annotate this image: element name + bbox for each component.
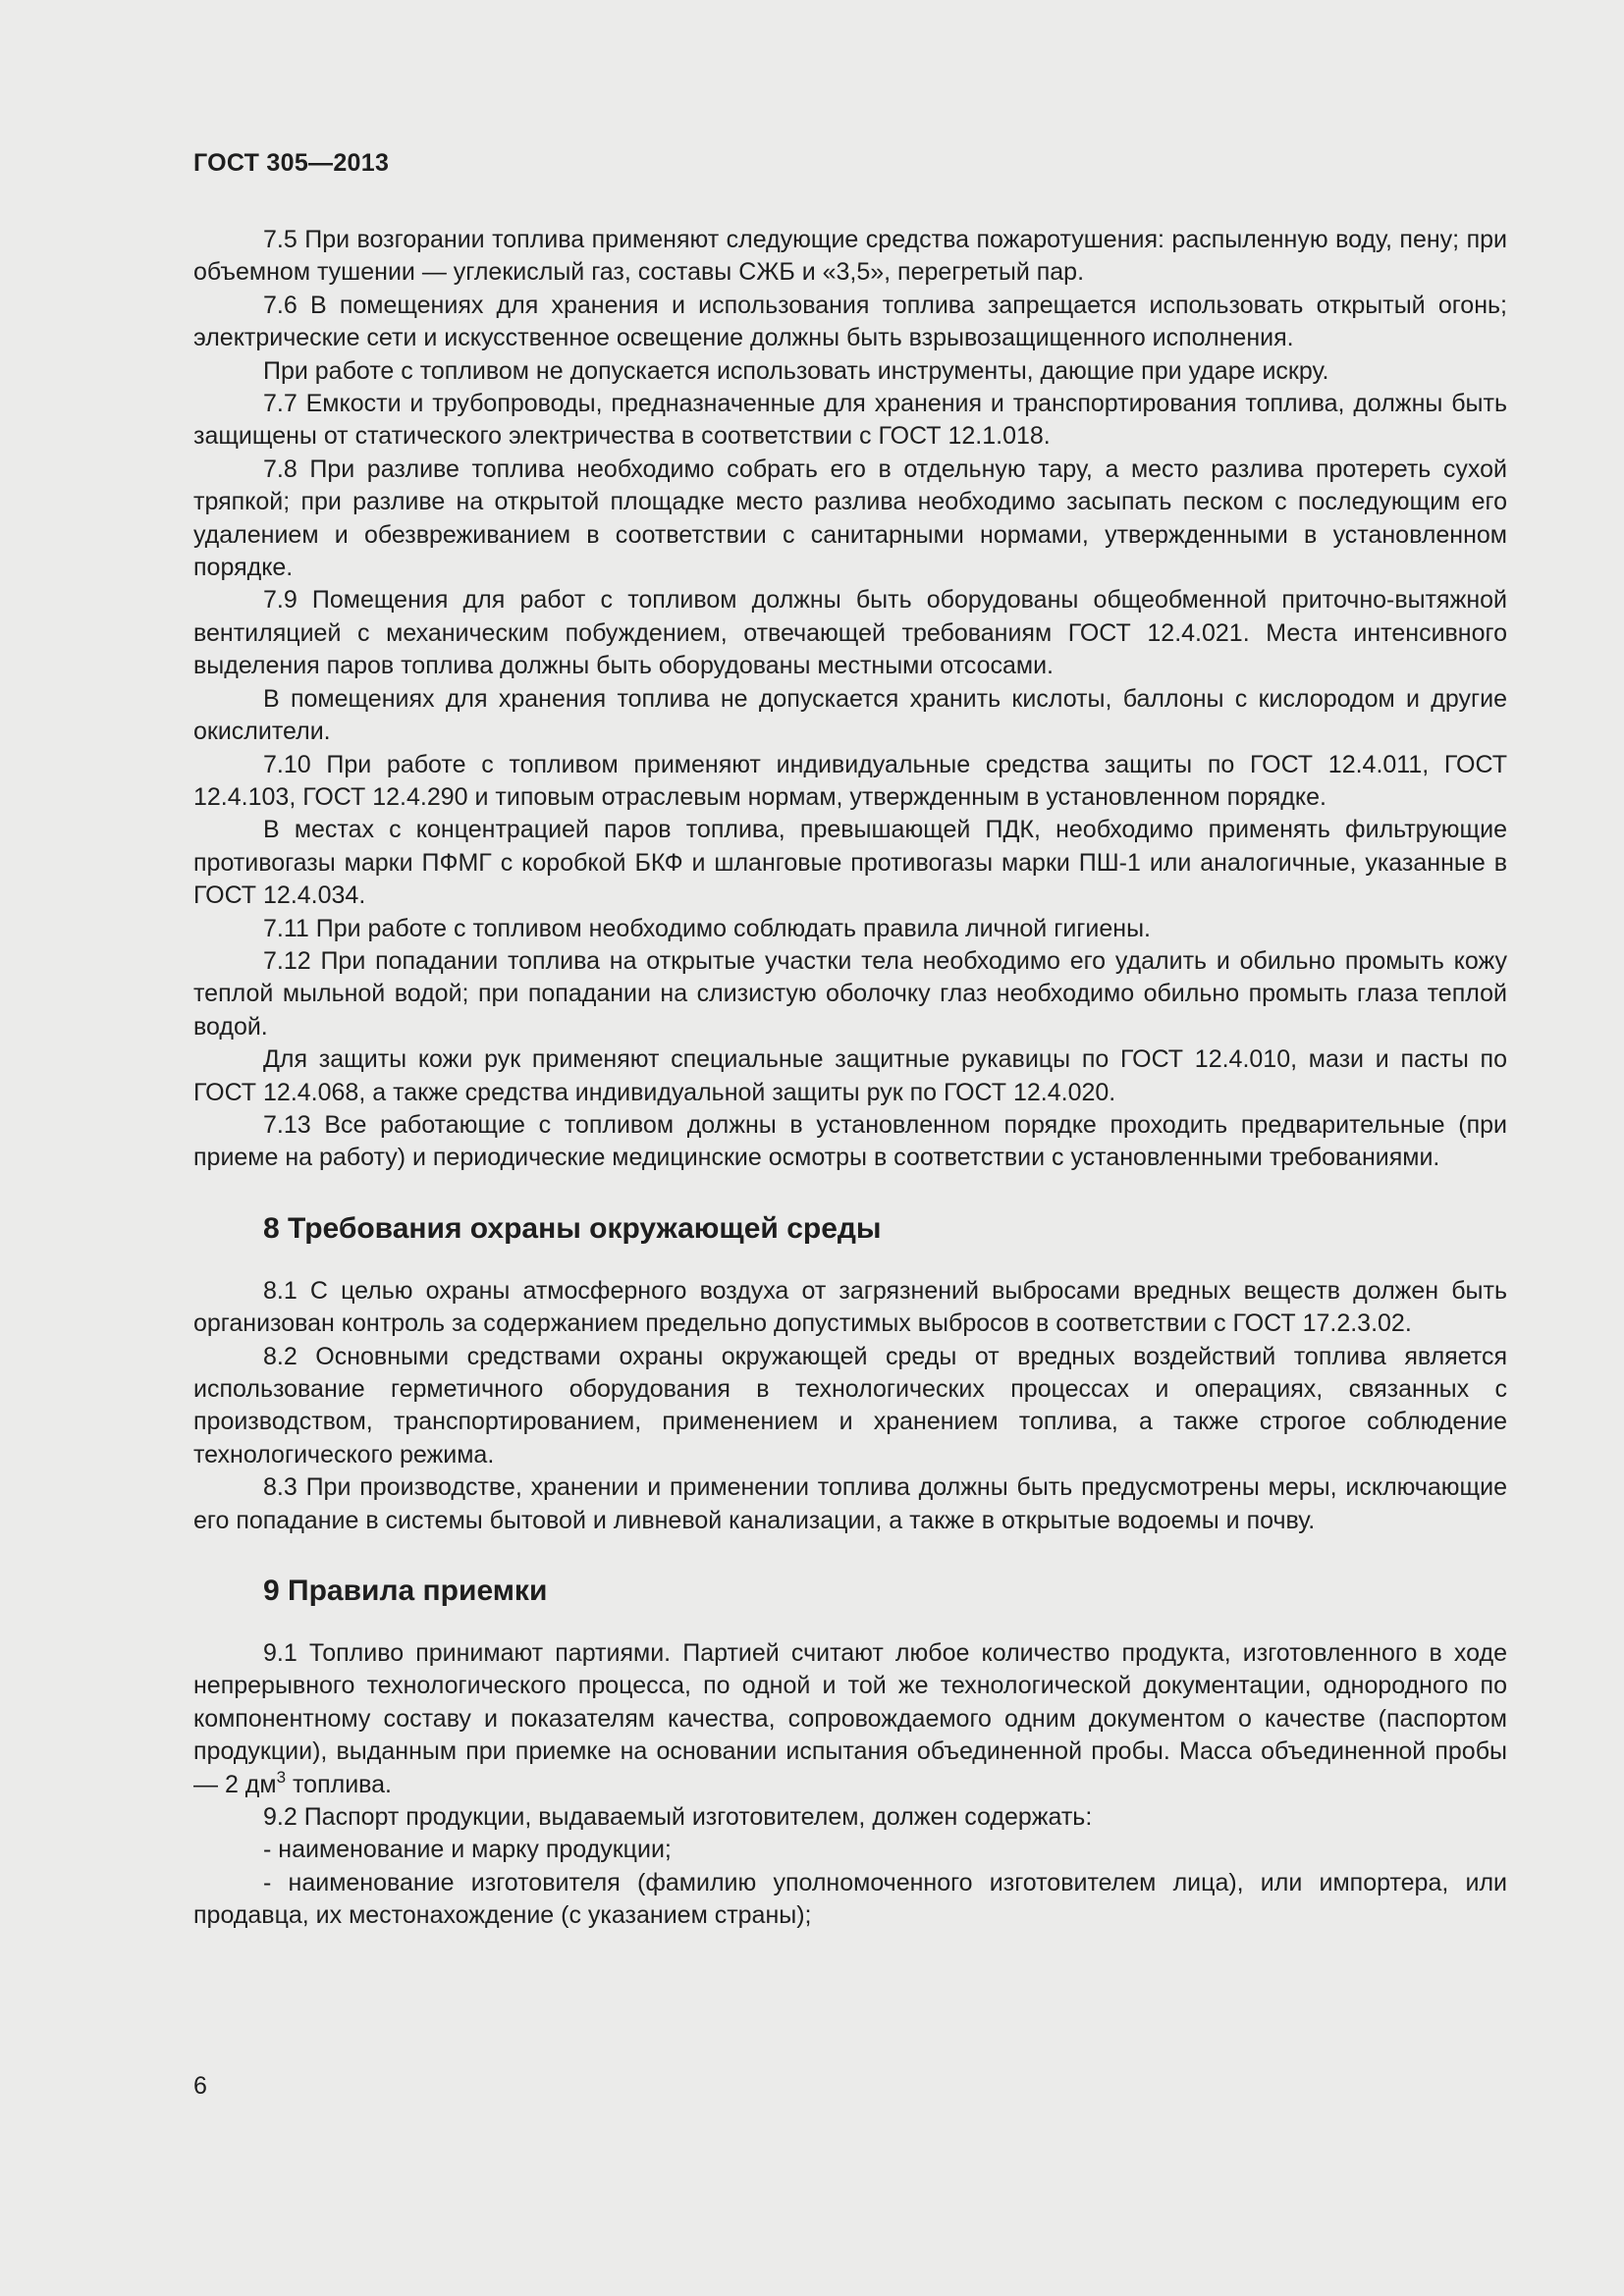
- paragraph-8-1: 8.1 С целью охраны атмосферного воздуха от загрязнений выбросами вредных веществ должен быть организован контроль за содержанием предельно допустимых выбросов в соответствии с ГОСТ 17.2.3.02.: [193, 1276, 1507, 1338]
- list-item: - наименование и марку продукции;: [263, 1836, 672, 1864]
- section-8-heading: 8 Требования охраны окружающей среды: [263, 1211, 882, 1245]
- page-number: 6: [193, 2072, 207, 2100]
- paragraph-7-6-note: При работе с топливом не допускается использовать инструменты, дающие при ударе искру.: [263, 356, 1329, 385]
- paragraph-7-10-note: В местах с концентрацией паров топлива, превышающей ПДК, необходимо применять фильтрующие противогазы марки ПФМГ с коробкой БКФ и шланговые противогазы марки ПШ-1 или аналогичные, указанные в ГОСТ 12.4.034.: [193, 816, 1507, 910]
- paragraph-8-3: 8.3 При производстве, хранении и применении топлива должны быть предусмотрены меры, исключающие его попадание в системы бытовой и ливневой канализации, а также в открытые водоемы и почву.: [193, 1473, 1507, 1534]
- cubic-superscript: 3: [276, 1767, 287, 1787]
- document-body: [193, 224, 1507, 1933]
- paragraph-9-1-text: 9.1 Топливо принимают партиями. Партией считают любое количество продукта, изготовленного в ходе непрерывного технологического процесса, по одной и той же технологической документации, однородного по компонентному составу и показателям качества, сопровождаемого одним документом о качестве (паспортом продукции), выданным при приемке на основании испытания объединенной пробы. Масса объединенной пробы — 2 дм: [193, 1639, 1507, 1798]
- paragraph-7-8: 7.8 При разливе топлива необходимо собрать его в отдельную тару, а место разлива протереть сухой тряпкой; при разливе на открытой площадке место разлива необходимо засыпать песком с последующим его удалением и обезвреживанием в соответствии с санитарными нормами, утвержденными в установленном порядке.: [193, 454, 1507, 582]
- paragraph-7-12: 7.12 При попадании топлива на открытые участки тела необходимо его удалить и обильно промыть кожу теплой мыльной водой; при попадании на слизистую оболочку глаз необходимо обильно промыть глаза теплой водой.: [193, 946, 1507, 1041]
- paragraph-7-9: 7.9 Помещения для работ с топливом должны быть оборудованы общеобменной приточно-вытяжной вентиляцией с механическим побуждением, отвечающей требованиям ГОСТ 12.4.021. Места интенсивного выделения паров топлива должны быть оборудованы местными отсосами.: [193, 586, 1507, 680]
- paragraph-7-10: 7.10 При работе с топливом применяют индивидуальные средства защиты по ГОСТ 12.4.011, ГОСТ 12.4.103, ГОСТ 12.4.290 и типовым отраслевым нормам, утвержденным в установленном порядке.: [193, 750, 1507, 811]
- list-item: - наименование изготовителя (фамилию уполномоченного изготовителем лица), или импортера, или продавца, их местонахождение (с указанием страны);: [193, 1868, 1507, 1930]
- paragraph-7-7: 7.7 Емкости и трубопроводы, предназначенные для хранения и транспортирования топлива, должны быть защищены от статического электричества в соответствии с ГОСТ 12.1.018.: [193, 390, 1507, 451]
- paragraph-7-9-note: В помещениях для хранения топлива не допускается хранить кислоты, баллоны с кислородом и другие окислители.: [193, 684, 1507, 746]
- section-9-heading: 9 Правила приемки: [263, 1575, 548, 1608]
- paragraph-7-6: 7.6 В помещениях для хранения и использования топлива запрещается использовать открытый огонь; электрические сети и искусственное освещение должны быть взрывозащищенного исполнения.: [193, 291, 1507, 352]
- paragraph-8-2: 8.2 Основными средствами охраны окружающей среды от вредных воздействий топлива является использование герметичного оборудования в технологических процессах и операциях, связанных с производством, транспортированием, применением и хранением топлива, а также строгое соблюдение технологического режима.: [193, 1342, 1507, 1468]
- paragraph-9-1: [193, 1637, 1507, 1801]
- paragraph-9-2: 9.2 Паспорт продукции, выдаваемый изготовителем, должен содержать:: [263, 1803, 1093, 1832]
- paragraph-7-13: 7.13 Все работающие с топливом должны в установленном порядке проходить предварительные (при приеме на работу) и периодические медицинские осмотры в соответствии с установленными требованиями.: [193, 1110, 1507, 1172]
- paragraph-7-12-note: Для защиты кожи рук применяют специальные защитные рукавицы по ГОСТ 12.4.010, мази и пасты по ГОСТ 12.4.068, а также средства индивидуальной защиты рук по ГОСТ 12.4.020.: [193, 1045, 1507, 1106]
- document-code-header: ГОСТ 305—2013: [193, 149, 390, 177]
- paragraph-7-11: 7.11 При работе с топливом необходимо соблюдать правила личной гигиены.: [263, 914, 1151, 942]
- paragraph-7-5: 7.5 При возгорании топлива применяют следующие средства пожаротушения: распыленную воду, пену; при объемном тушении — углекислый газ, составы СЖБ и «3,5», перегретый пар.: [193, 226, 1507, 287]
- paragraph-9-1-tail: топлива.: [286, 1770, 393, 1798]
